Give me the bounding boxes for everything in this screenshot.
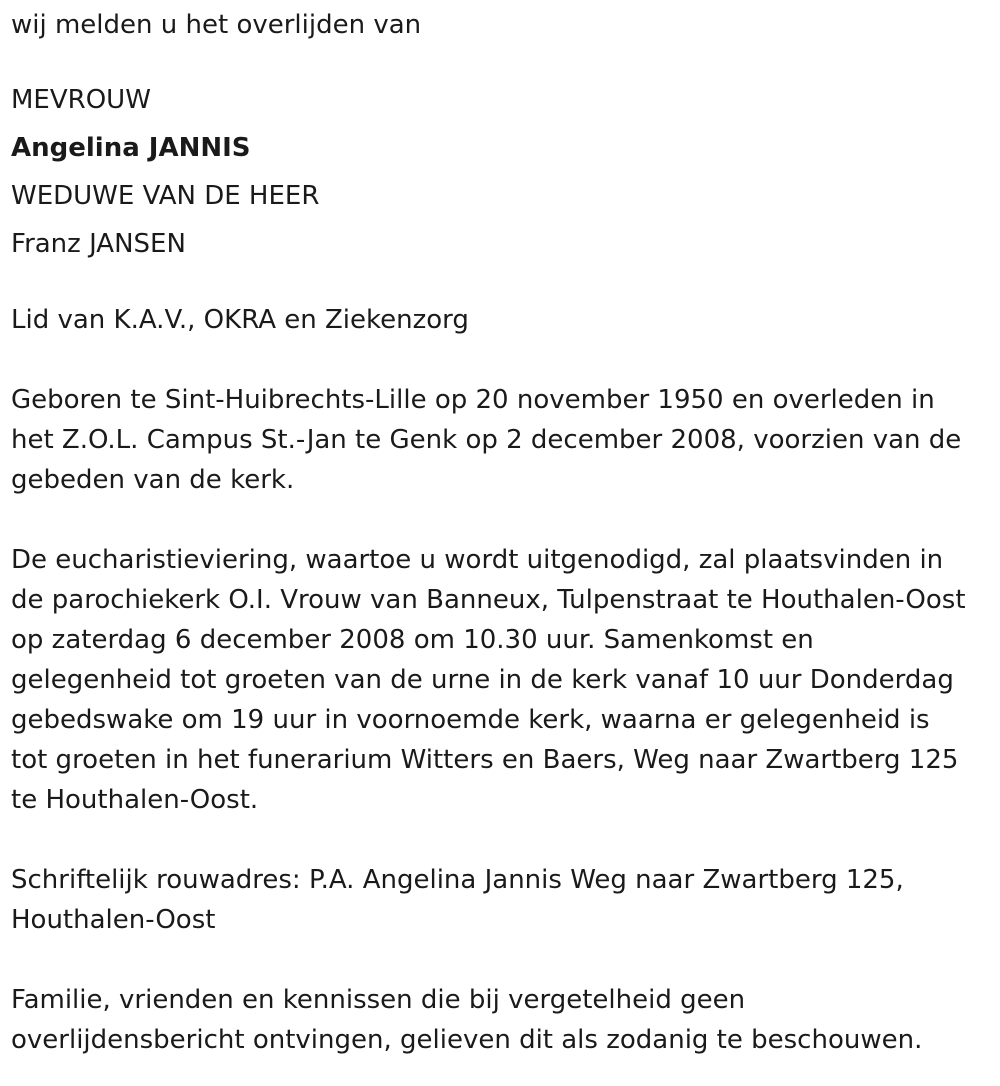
address-paragraph <box>11 860 991 940</box>
paragraph-line: De eucharistieviering, waartoe u wordt uitgenodigd, zal plaatsvinden in <box>11 545 944 575</box>
paragraph-line: overlijdensbericht ontvingen, gelieven dit als zodanig te beschouwen. <box>11 1025 923 1055</box>
paragraph-line: gebeden van de kerk. <box>11 465 295 495</box>
service-paragraph <box>11 540 991 820</box>
deceased-title: MEVROUW <box>11 85 151 115</box>
paragraph-line: gebedswake om 19 uur in voornoemde kerk, waarna er gelegenheid is <box>11 705 930 735</box>
paragraph-line: Familie, vrienden en kennissen die bij vergetelheid geen <box>11 985 746 1015</box>
membership-text: Lid van K.A.V., OKRA en Ziekenzorg <box>11 305 469 335</box>
paragraph-line: Houthalen-Oost <box>11 905 216 935</box>
birth-death-paragraph <box>11 380 991 500</box>
paragraph-line: gelegenheid tot groeten van de urne in de kerk vanaf 10 uur Donderdag <box>11 665 954 695</box>
paragraph-line: tot groeten in het funerarium Witters en Baers, Weg naar Zwartberg 125 <box>11 745 959 775</box>
spouse-name: Franz JANSEN <box>11 229 186 259</box>
paragraph-line: het Z.O.L. Campus St.-Jan te Genk op 2 december 2008, voorzien van de <box>11 425 962 455</box>
obituary-document <box>11 5 991 1060</box>
paragraph-line: Schriftelijk rouwadres: P.A. Angelina Jannis Weg naar Zwartberg 125, <box>11 865 904 895</box>
paragraph-line: de parochiekerk O.I. Vrouw van Banneux, Tulpenstraat te Houthalen-Oost <box>11 585 966 615</box>
deceased-header <box>11 76 991 268</box>
paragraph-line: op zaterdag 6 december 2008 om 10.30 uur. Samenkomst en <box>11 625 814 655</box>
deceased-name: Angelina JANNIS <box>11 133 251 163</box>
paragraph-line: te Houthalen-Oost. <box>11 785 259 815</box>
closing-paragraph <box>11 980 991 1060</box>
deceased-relation: WEDUWE VAN DE HEER <box>11 181 320 211</box>
paragraph-line: Geboren te Sint-Huibrechts-Lille op 20 november 1950 en overleden in <box>11 385 935 415</box>
intro-text: wij melden u het overlijden van <box>11 10 422 40</box>
